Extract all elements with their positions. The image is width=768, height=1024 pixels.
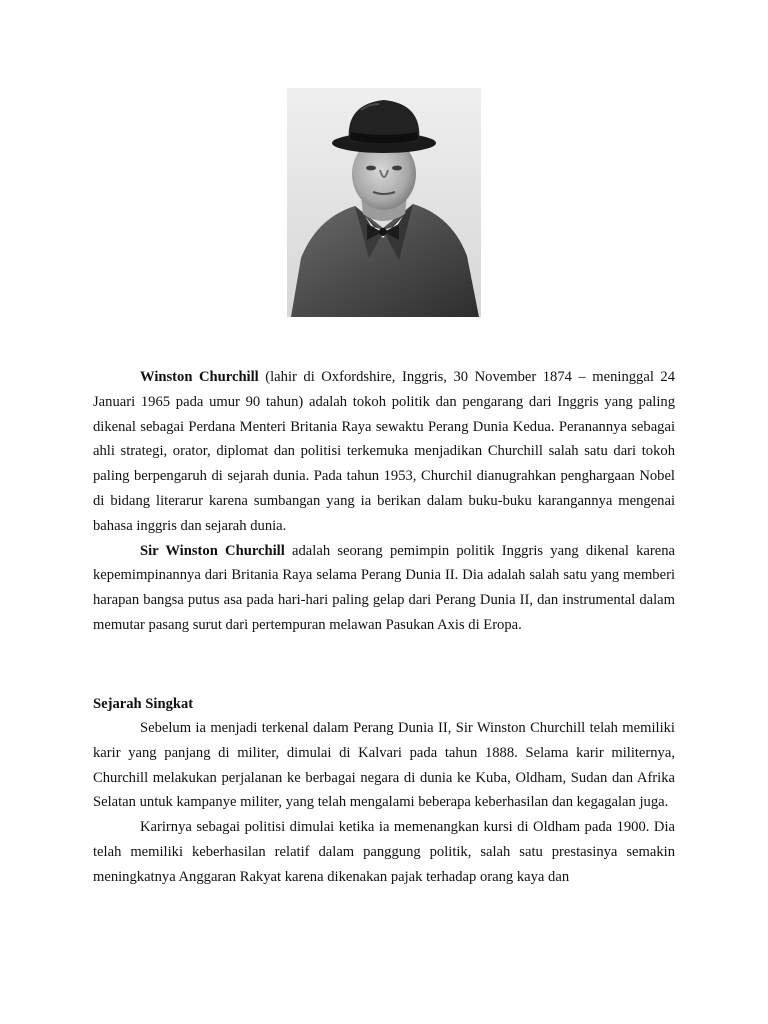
- intro-name-winston: Winston Churchill: [140, 369, 259, 385]
- history-section: [93, 716, 675, 890]
- portrait-photo: [287, 88, 481, 317]
- section-heading: Sejarah Singkat: [93, 696, 194, 712]
- portrait-photo-icon: [287, 88, 481, 317]
- history-paragraph-1: Sebelum ia menjadi terkenal dalam Perang Dunia II, Sir Winston Churchill telah memiliki karir yang panjang di militer, dimulai di Kalvari pada tahun 1888. Selama karir militernya, Churchill melakukan perjalanan ke berbagai negara di dunia ke Kuba, Oldham, Sudan dan Afrika Selatan untuk kampanye militer, yang telah mengalami beberapa keberhasilan dan kegagalan juga.: [93, 720, 675, 811]
- intro-section: [93, 365, 675, 638]
- intro-name-sir-winston: Sir Winston Churchill: [140, 542, 285, 559]
- intro-paragraph-2: [93, 539, 675, 638]
- intro-text-1: (lahir di Oxfordshire, Inggris, 30 November 1874 – meninggal 24 Januari 1965 pada umur 90 tahun) adalah tokoh politik dan pengarang dari Inggris yang paling dikenal sebagai Perdana Menteri Britania Raya sewaktu Perang Dunia Kedua. Peranannya sebagai ahli strategi, orator, diplomat dan politisi terkemuka menjadikan Churchill salah satu dari tokoh paling berpengaruh di sejarah dunia. Pada tahun 1953, Churchil dianugrahkan penghargaan Nobel di bidang literarur karena sumbangan yang ia berikan dalam buku-buku karangannya mengenai bahasa inggris dan sejarah dunia.: [93, 369, 675, 534]
- intro-text-2: adalah seorang pemimpin politik Inggris yang dikenal karena kepemimpinannya dari Britania Raya selama Perang Dunia II. Dia adalah salah satu yang memberi harapan bangsa putus asa pada hari-hari paling gelap dari Perang Dunia II, dan instrumental dalam memutar pasang surut dari pertempuran melawan Pasukan Axis di Eropa.: [93, 542, 675, 633]
- history-paragraph-2: Karirnya sebagai politisi dimulai ketika ia memenangkan kursi di Oldham pada 1900. Dia telah memiliki keberhasilan relatif dalam panggung politik, salah satu prestasinya semakin meningkatnya Anggaran Rakyat karena dikenakan pajak terhadap orang kaya dan: [93, 819, 675, 885]
- intro-paragraph-1: [93, 365, 675, 539]
